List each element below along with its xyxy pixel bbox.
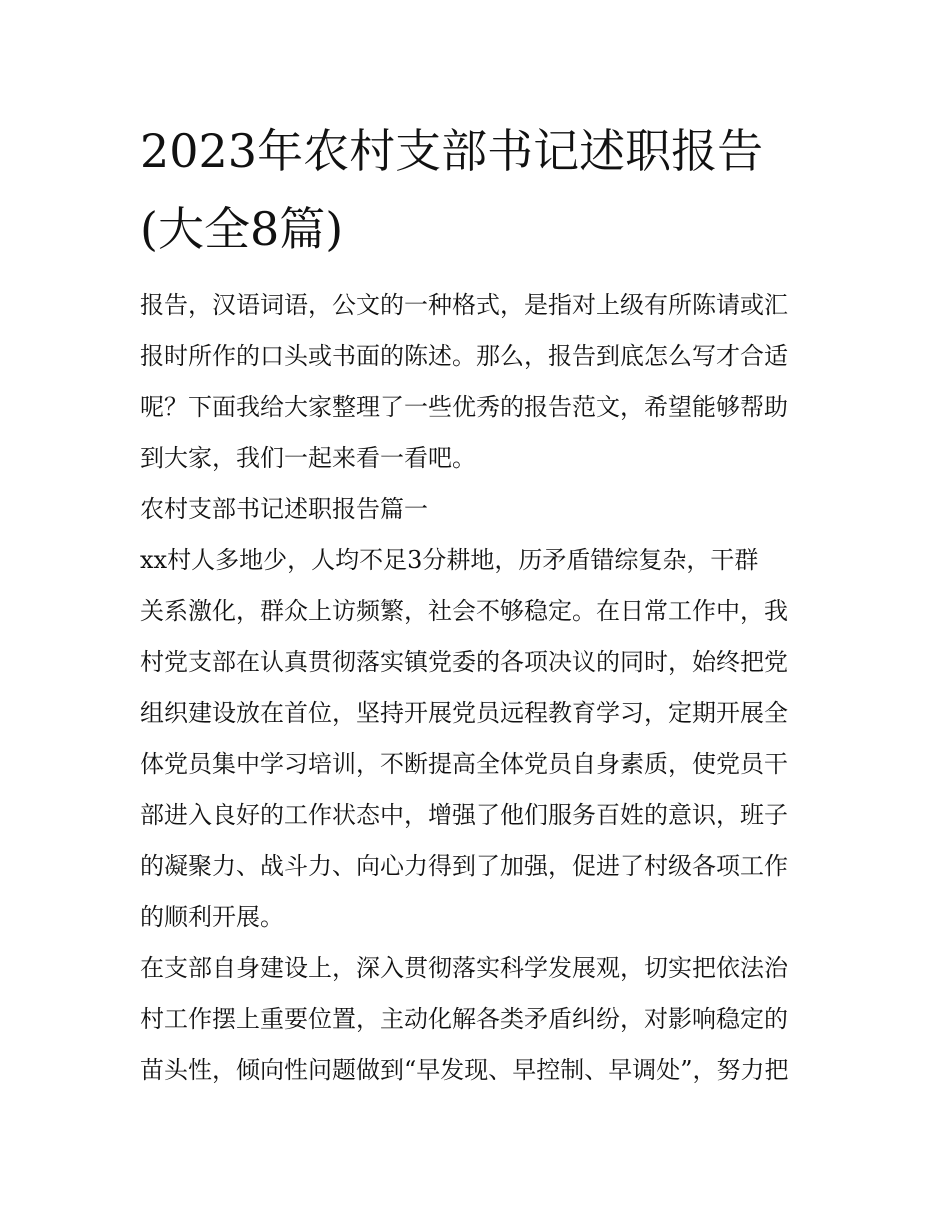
document-title [140, 112, 820, 268]
title-line-1: 2023年农村支部书记述职报告 [140, 124, 764, 178]
body-paragraph-1 [140, 535, 820, 943]
intro-paragraph [140, 280, 820, 484]
text-line: 的顺利开展。 [140, 903, 284, 931]
text-line: 村党支部在认真贯彻落实镇党委的各项决议的同时，始终把党 [140, 648, 788, 676]
text-line: 在支部自身建设上，深入贯彻落实科学发展观，切实把依法治 [140, 954, 788, 982]
text-line: 关系激化，群众上访频繁，社会不够稳定。在日常工作中，我 [140, 597, 788, 625]
text-line: 体党员集中学习培训，不断提高全体党员自身素质，使党员干 [140, 750, 788, 778]
text-line: 的凝聚力、战斗力、向心力得到了加强，促进了村级各项工作 [140, 852, 788, 880]
document-body [140, 280, 820, 1096]
text-line: 部进入良好的工作状态中，增强了他们服务百姓的意识，班子 [140, 801, 788, 829]
text-line: 组织建设放在首位，坚持开展党员远程教育学习，定期开展全 [140, 699, 788, 727]
text-line: 报告，汉语词语，公文的一种格式，是指对上级有所陈请或汇 [140, 291, 788, 319]
text-line: 村工作摆上重要位置，主动化解各类矛盾纠纷，对影响稳定的 [140, 1005, 788, 1033]
text-line: 呢？下面我给大家整理了一些优秀的报告范文，希望能够帮助 [140, 393, 788, 421]
body-paragraph-2 [140, 943, 820, 1096]
section-heading-text: 农村支部书记述职报告篇一 [140, 495, 428, 523]
text-line: 苗头性，倾向性问题做到“早发现、早控制、早调处”，努力把 [140, 1056, 789, 1084]
text-line: xx村人多地少，人均不足3分耕地，历矛盾错综复杂，干群 [140, 546, 759, 574]
section-heading [140, 484, 820, 535]
text-line: 报时所作的口头或书面的陈述。那么，报告到底怎么写才合适 [140, 342, 788, 370]
title-line-2: (大全8篇) [140, 202, 344, 256]
text-line: 到大家，我们一起来看一看吧。 [140, 444, 476, 472]
